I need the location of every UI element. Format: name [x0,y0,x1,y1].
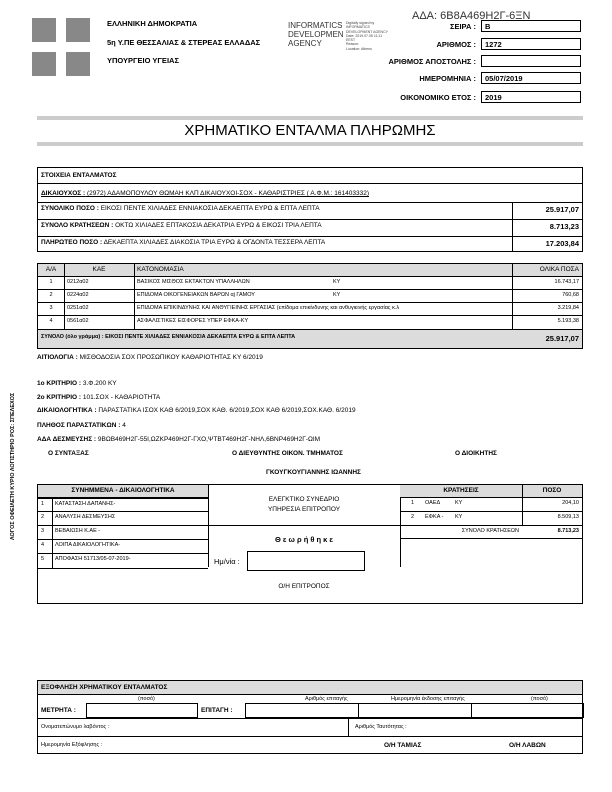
stoixeia-section [37,167,583,252]
page-title: ΧΡΗΜΑΤΙΚΟ ΕΝΤΑΛΜΑ ΠΛΗΡΩΜΗΣ [184,122,436,139]
table-row: 4 0561α02 ΑΣΦΑΛΙΣΤΙΚΕΣ ΕΙΣΦΟΡΕΣ ΥΠΕΡ ΕΦΚΑ-ΚΥ 5.193,38 [38,315,582,329]
synolo-label: ΣΥΝΟΛΙΚΟ ΠΟΣΟ : [41,205,99,212]
signatory-name: ΓΚΟΥΓΚΟΥΓΙΑΝΝΗΣ ΙΩΑΝΝΗΣ [266,469,361,476]
dikaiouxos-line: ΔΙΚΑΙΟΥΧΟΣ : (2972) ΑΔΑΜΟΠΟΥΛΟΥ ΘΩΜΑΗ ΚΛΠ ΔΙΚΑΙΟΥΧΟΙ-ΣΟΧ - ΚΑΘΑΡΙΣΤΡΙΕΣ ( Α.Φ.Μ.: 161403332) [41,190,370,197]
synolo-text: ΕΙΚΟΣΙ ΠΕΝΤΕ ΧΙΛΙΑΔΕΣ ΕΝΝΙΑΚΟΣΙΑ ΔΕΚΑΕΠΤΑ ΕΥΡΩ & ΕΠΤΑ ΛΕΠΤΑ [100,205,320,212]
etos-field: 2019 [481,91,581,103]
table-row: 2 0224α02 ΕΠΙΔΟΜΑ ΟΙΚΟΓΕΝΕΙΑΚΩΝ ΒΑΡΩΝ αj ΓΑΜΟΥ ΚΥ 760,68 [38,289,582,302]
metrita-label: ΜΕΤΡΗΤΑ : [41,707,76,714]
ada-number: ΑΔΑ: 6Β8Α469Η2Γ-6ΞΝ [412,10,531,22]
side-text-anchor [10,392,16,546]
theorithike: Θ ε ω ρ ή θ η κ ε [275,535,333,544]
table-row: 3 0251α02 ΕΠΙΔΟΜΑ ΕΠΙΚΙΝΔΥΝΗΣ ΚΑΙ ΑΝΘΥΓΙΕΙΝΗΣ ΕΡΓΑΣΙΑΣ (επίδομα επικίνδυνης και ανθυγιεινής εργασίας κ.λ 3.219,84 [38,302,582,315]
taftotita-label: Αριθμός Ταυτότητας : [355,724,407,730]
plir-text: ΔΕΚΑΕΠΤΑ ΧΙΛΙΑΔΕΣ ΔΙΑΚΟΣΙΑ ΤΡΙΑ ΕΥΡΩ & ΟΓΔΟΝΤΑ ΤΕΣΣΕΡΑ ΛΕΠΤΑ [103,239,326,246]
dieuthyntis-title: Ο ΔΙΕΥΘΥΝΤΗΣ ΟΙΚΟΝ. ΤΜΗΜΑΤΟΣ [232,450,343,457]
elegktiko-heading: ΕΛΕΓΚΤΙΚΟ ΣΥΝΕΔΡΙΟ ΥΠΗΡΕΣΙΑ ΕΠΙΤΡΟΠΟΥ [267,496,341,513]
krat-label: ΣΥΝΟΛΟ ΚΡΑΤΗΣΕΩΝ : [41,222,114,229]
apostolis-label: ΑΡΙΘΜΟΣ ΑΠΟΣΤΟΛΗΣ : [388,57,476,66]
th-kae: ΚΑΕ [92,266,106,273]
synimmena-heading: ΣΥΝΗΜΜΕΝΑ - ΔΙΚΑΙΟΛΟΓΗΤΙΚΑ [71,487,175,494]
table-total-row: ΣΥΝΟΛΟ (όλο γράμμα) : ΕΙΚΟΣΙ ΠΕΝΤΕ ΧΙΛΙΑΔΕΣ ΕΝΝΙΑΚΟΣΙΑ ΔΕΚΑΕΠΤΑ ΕΥΡΩ & ΕΠΤΑ ΛΕΠΤΑ 25.917,07 [38,329,582,348]
exoflisi-heading: ΕΞΟΦΛΗΣΗ ΧΡΗΜΑΤΙΚΟΥ ΕΝΤΑΛΜΑΤΟΣ [41,684,168,691]
metrita-field[interactable] [86,703,198,718]
plithos: ΠΛΗΘΟΣ ΠΑΡΑΣΤΑΤΙΚΩΝ : 4 [37,422,126,429]
aitiologia: ΑΙΤΙΟΛΟΓΙΑ : ΜΙΣΘΟΔΟΣΙΑ ΣΟΧ ΠΡΟΣΩΠΙΚΟΥ ΚΑΘΑΡΙΟΤΗΤΑΣ ΚΥ 6/2019 [37,354,263,361]
list-item: 1 ΚΑΤΑΣΤΑΣΗ ΔΑΠΑΝΗΣ- [38,498,208,511]
title-rule-bottom [37,142,583,146]
th-aa: Α/Α [45,266,57,273]
plir-value: 17.203,84 [545,239,579,248]
org-line-2: 5η Υ.ΠΕ ΘΕΣΣΑΛΙΑΣ & ΣΤΕΡΕΑΣ ΕΛΛΑΔΑΣ [107,38,261,47]
kritirio-1: 1ο ΚΡΙΤΗΡΙΟ : 3.Φ.200 ΚΥ [37,380,117,387]
epitagi-field[interactable] [245,703,584,718]
arithmos-field: 1272 [481,38,581,50]
epitagi-label: ΕΠΙΤΑΓΗ : [201,707,233,714]
list-item: 2 ΕΦΚΑ - ΚΥ 8.509,13 [400,511,582,525]
ada-desmeusis: ΑΔΑ ΔΕΣΜΕΥΣΗΣ : 9ΒΩΒ469Η2Γ-55Ι,ΩΖΚΡ469Η2Γ-ΓΧΟ,ΨΤΒΤ469Η2Γ-ΝΗΛ,6ΒΝΡ469Η2Γ-ΩΙΜ [37,436,321,443]
krat-text: ΟΚΤΩ ΧΙΛΙΑΔΕΣ ΕΠΤΑΚΟΣΙΑ ΔΕΚΑΤΡΙΑ ΕΥΡΩ & ΕΙΚΟΣΙ ΤΡΙΑ ΛΕΠΤΑ [115,222,322,229]
list-item: 1 ΟΑΕΔ ΚΥ 204,10 [400,497,582,511]
syntaxas-title: Ο ΣΥΝΤΑΞΑΣ [48,450,89,457]
poso-label-1: (ποσό) [138,696,155,702]
table-row: 1 0212α02 ΒΑΣΙΚΟΣ ΜΙΣΘΟΣ ΕΚΤΑΚΤΩΝ ΥΠΑΛΛΗΛΩΝ ΚΥ 16.743,17 [38,276,582,289]
arithmos-label: ΑΡΙΘΜΟΣ : [436,40,476,49]
kratiseis-poso-heading: ΠΟΣΟ [542,487,562,494]
kritirio-2: 2ο ΚΡΙΤΗΡΙΟ : 101.ΣΟΧ - ΚΑΘΑΡΙΟΤΗΤΑ [37,394,161,401]
list-item: 4 ΛΟΙΠΑ ΔΙΚΑΙΟΛΟΓΗΤΙΚΑ- [38,539,208,553]
hm-ekdosis-label: Ημερομηνία έκδοσης επιταγής [391,696,465,702]
stoixeia-heading: ΣΤΟΙΧΕΙΑ ΕΝΤΑΛΜΑΤΟΣ [41,172,117,179]
kratiseis-heading: ΚΡΑΤΗΣΕΙΣ [443,487,479,494]
list-item: 2 ΑΝΑΛΥΣΗ ΔΕΣΜΕΥΣΗΣ [38,511,208,525]
dioikitis-title: Ο ΔΙΟΙΚΗΤΗΣ [455,450,497,457]
side-text: ΛΟΓΟΣ ΟΦΕΙΛΕΤΗ ΚΥΡΙΟ ΛΟΓΙΣΤΗΡΙΟ ΡΟΣ: ΣΠΕΛΕΧΟΣ [10,392,16,540]
exoflisi-section [37,680,583,754]
org-line-3: ΥΠΟΥΡΓΕΙΟ ΥΓΕΙΑΣ [107,56,179,65]
ida-stamp: INFORMATICS DEVELOPMEN AGENCY [288,21,344,48]
apostolis-field [481,55,581,67]
synolo-value: 25.917,07 [545,205,579,214]
elegktiko-date-field [247,551,365,571]
digital-signature: Digitally signed by INFORMATICS DEVELOPMENT AGENCY Date: 2019.07.05 11:11 EEST Reason: Location: Athens [346,21,388,51]
epitropos-title: Ο/Η ΕΠΙΤΡΟΠΟΣ [278,583,330,590]
th-name: ΚΑΤΟΝΟΜΑΣΙΑ [137,266,184,273]
date-label: ΗΜΕΡΟΜΗΝΙΑ : [419,74,476,83]
approval-section [37,484,583,604]
etos-label: ΟΙΚΟΝΟΜΙΚΟ ΕΤΟΣ : [400,93,476,102]
arith-epitagis-label: Αριθμός επιταγής [305,696,348,702]
dikaiologitika: ΔΙΚΑΙΟΛΟΓΗΤΙΚΑ : ΠΑΡΑΣΤΑΤΙΚΑ ΙΣΟΧ ΚΑΘ 6/2019,ΣΟΧ ΚΑΘ. 6/2019,ΣΟΧ ΚΑΘ 6/2019,ΣΟΧ.ΚΑΘ. 6/2019 [37,407,356,414]
onoma-label: Ονοματεπώνυμο λαβόντος : [41,724,110,730]
tamias-title: Ο/Η ΤΑΜΙΑΣ [384,742,422,749]
elegktiko-date-label: Ημ/νία : [214,557,240,566]
hm-exoflisis-label: Ημερομηνία Εξόφλησης : [41,742,103,748]
seira-field: Β [481,20,581,32]
th-amount: ΟΛΙΚΑ ΠΟΣΑ [539,266,579,273]
plir-label: ΠΛΗΡΩΤΕΟ ΠΟΣΟ : [41,239,103,246]
table-total-value: 25.917,07 [545,334,579,343]
list-item: 3 ΒΕΒΑΙΩΣΗ Κ.ΑΕ - [38,525,208,539]
title-rule-top [37,116,583,120]
cross-logo [32,18,90,76]
lavon-title: Ο/Η ΛΑΒΩΝ [509,742,546,749]
poso-label-2: (ποσό) [531,696,548,702]
date-field: 05/07/2019 [481,72,581,84]
org-line-1: ΕΛΛΗΝΙΚΗ ΔΗΜΟΚΡΑΤΙΑ [107,19,198,28]
list-item: 5 ΑΠΟΦΑΣΗ 51713/05-07-2019- [38,553,208,569]
seira-label: ΣΕΙΡΑ : [449,22,476,31]
items-table [37,263,583,349]
kratiseis-total-row: ΣΥΝΟΛΟ ΚΡΑΤΗΣΕΩΝ 8.713,23 [400,525,582,539]
krat-value: 8.713,23 [549,222,579,231]
